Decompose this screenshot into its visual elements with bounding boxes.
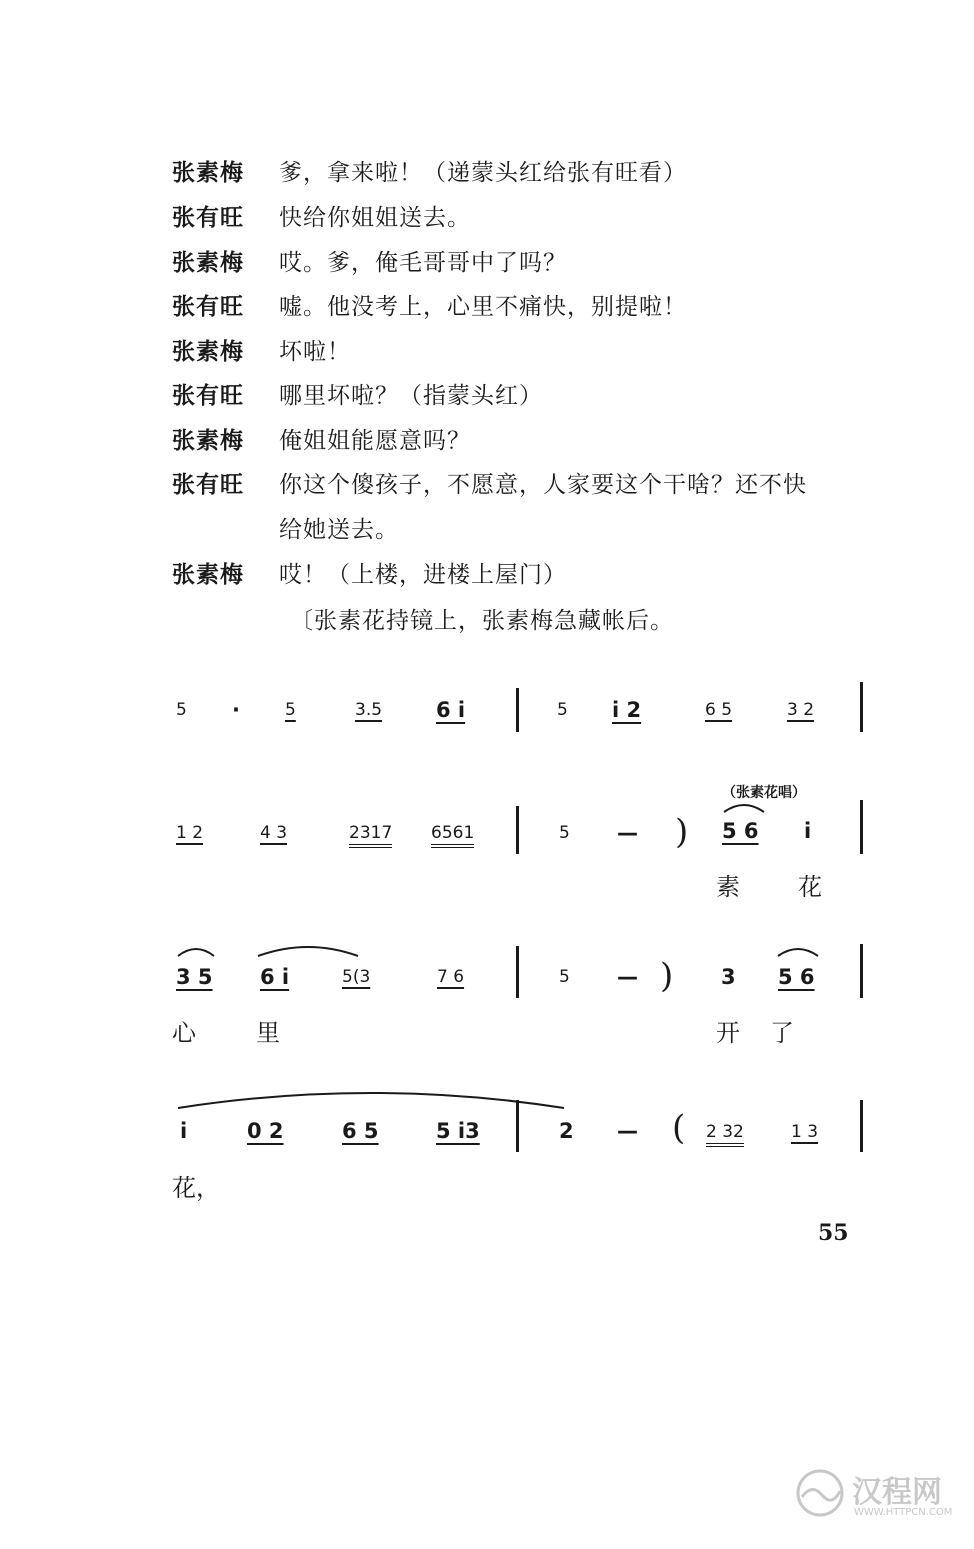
lyric-syllable: 心: [172, 1019, 196, 1047]
speaker-name: 张有旺: [172, 471, 244, 498]
speech-text: 嘘。他没考上，心里不痛快，别提啦！: [279, 294, 687, 320]
score-note: 5: [285, 700, 296, 720]
bar-line: [860, 682, 863, 732]
singer-cue: （张素花唱）: [722, 785, 806, 801]
slur-mark: [722, 800, 766, 814]
slur-mark: [256, 942, 360, 958]
score-note: 6561: [431, 823, 474, 848]
score-note: i: [804, 819, 812, 843]
speech-text: 哪里坏啦？（指蒙头红）: [279, 383, 543, 409]
bar-line: [516, 946, 519, 998]
speaker-name: 张有旺: [172, 382, 244, 409]
score-note: i 2: [612, 698, 642, 722]
score-note: 5 i3: [436, 1119, 480, 1143]
speaker-name: 张素梅: [172, 427, 244, 454]
score-note: 5 6: [722, 819, 759, 843]
score-note: 1 2: [176, 823, 204, 843]
lyric-syllable: 花，: [172, 1174, 220, 1202]
score-note: 2 32: [706, 1122, 744, 1147]
score-dash: —: [617, 821, 638, 845]
speaker-name: 张有旺: [172, 204, 244, 231]
bar-line: [516, 688, 519, 732]
score-paren: (: [672, 1108, 686, 1148]
score-note: 3 2: [787, 700, 815, 720]
watermark-text: 汉程网: [852, 1475, 942, 1510]
wave-icon: [790, 1463, 850, 1523]
score-dash: —: [617, 1119, 638, 1143]
lyric-syllable: 素: [716, 873, 740, 901]
speech-text: 俺姐姐能愿意吗？: [279, 428, 471, 454]
score-note: 7 6: [437, 967, 465, 987]
score-note: 4 3: [260, 823, 288, 843]
score-note: 5(3: [342, 967, 371, 987]
slur-mark: [776, 944, 820, 958]
speech-text: 快给你姐姐送去。: [279, 205, 471, 231]
lyric-syllable: 开: [716, 1019, 740, 1047]
lyric-syllable: 了: [770, 1019, 794, 1047]
speaker-name: 张有旺: [172, 293, 244, 320]
bar-line: [516, 1100, 519, 1152]
score-note: 5: [557, 700, 568, 720]
speech-text: 哎！（上楼，进楼上屋门）: [279, 562, 567, 588]
speaker-name: 张素梅: [172, 159, 244, 186]
speech-text: 哎。爹，俺毛哥哥中了吗？: [279, 250, 567, 276]
score-paren: ): [675, 812, 689, 852]
score-note: 2: [559, 1119, 574, 1143]
score-note: ·: [232, 698, 240, 722]
score-note: 3: [721, 965, 736, 989]
score-note: 0 2: [247, 1119, 284, 1143]
score-note: 2317: [349, 823, 392, 848]
score-note: 6 5: [705, 700, 733, 720]
score-note: 6 i: [436, 698, 466, 722]
lyric-syllable: 里: [256, 1019, 280, 1047]
speech-text: 你这个傻孩子，不愿意，人家要这个干啥？还不快: [279, 472, 807, 498]
score-note: 6 i: [260, 965, 290, 989]
score-dash: —: [617, 965, 638, 989]
lyric-syllable: 花: [798, 873, 822, 901]
score-note: 1 3: [791, 1122, 819, 1142]
slur-mark: [176, 1086, 566, 1110]
score-note: 5: [559, 967, 570, 987]
speaker-name: 张素梅: [172, 338, 244, 365]
score-note: 5: [559, 823, 570, 843]
score-note: i: [180, 1119, 188, 1143]
slur-mark: [176, 944, 216, 958]
bar-line: [860, 1100, 863, 1152]
speech-text: 坏啦！: [279, 339, 351, 365]
bar-line: [516, 806, 519, 854]
speaker-name: 张素梅: [172, 249, 244, 276]
speaker-name: 张素梅: [172, 561, 244, 588]
speech-text: 爹，拿来啦！（递蒙头红给张有旺看）: [279, 160, 687, 186]
score-note: 5 6: [778, 965, 815, 989]
score-note: 5: [176, 700, 187, 720]
bar-line: [860, 944, 863, 998]
watermark-logo: [790, 1455, 970, 1535]
bar-line: [860, 800, 863, 854]
stage-direction: 〔张素花持镜上，张素梅急藏帐后。: [290, 608, 674, 634]
score-note: 6 5: [342, 1119, 379, 1143]
score-note: 3 5: [176, 965, 213, 989]
score-paren: ): [660, 956, 674, 996]
speech-continuation: 给她送去。: [279, 517, 399, 543]
page-number: 55: [818, 1220, 849, 1246]
score-note: 3.5: [355, 700, 383, 720]
watermark-url: WWW.HTTPCN.COM: [854, 1507, 953, 1518]
